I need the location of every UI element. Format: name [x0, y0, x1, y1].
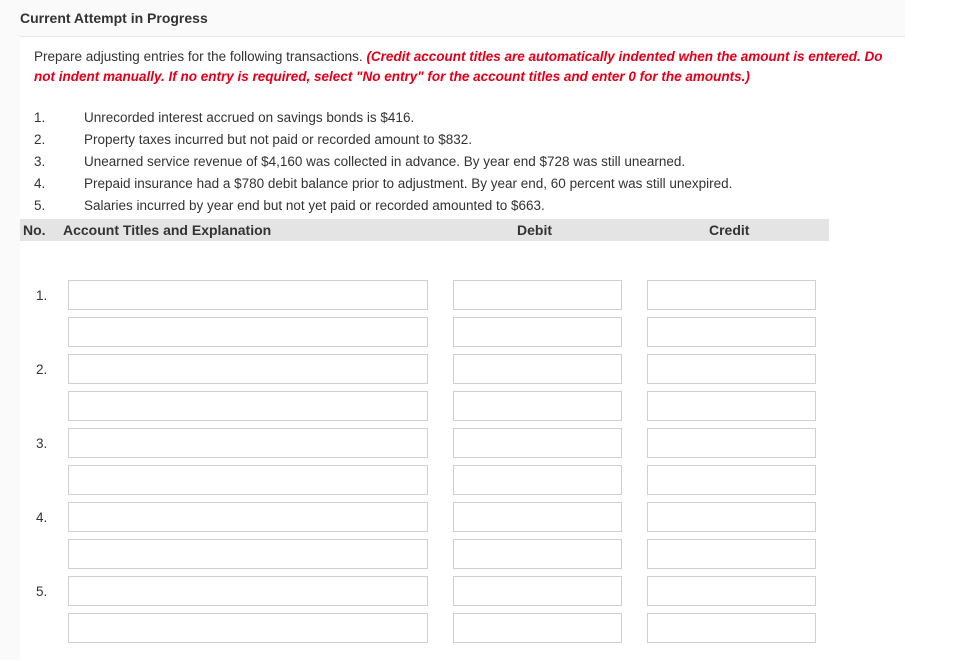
credit-input[interactable]	[647, 391, 816, 421]
table-row	[20, 613, 829, 645]
credit-input[interactable]	[647, 317, 816, 347]
transaction-text: Unrecorded interest accrued on savings bonds is $416.	[84, 110, 415, 125]
instructions-note: (Credit account titles are automatically indented when the amount is entered. Do not indent manually. If no entry is required, select "No entry" for the account titles and enter 0 for the amounts.)	[34, 49, 883, 84]
debit-input[interactable]	[453, 280, 622, 310]
instructions-lead: Prepare adjusting entries for the following transactions.	[34, 49, 367, 64]
credit-input[interactable]	[647, 465, 816, 495]
transaction-text: Salaries incurred by year end but not yet paid or recorded amounted to $663.	[84, 198, 545, 213]
transaction-item	[34, 152, 894, 174]
transaction-item	[34, 130, 894, 152]
account-title-input[interactable]	[68, 280, 428, 310]
debit-input[interactable]	[453, 502, 622, 532]
table-row	[20, 354, 829, 386]
transaction-list	[34, 108, 894, 218]
transaction-number: 1.	[34, 110, 46, 125]
account-title-input[interactable]	[68, 576, 428, 606]
header-credit: Credit	[709, 222, 750, 238]
table-row	[20, 502, 829, 534]
credit-input[interactable]	[647, 280, 816, 310]
header-no: No.	[23, 222, 46, 238]
debit-input[interactable]	[453, 576, 622, 606]
account-title-input[interactable]	[68, 354, 428, 384]
table-header	[20, 219, 829, 241]
table-row	[20, 391, 829, 423]
entry-number: 5.	[36, 584, 48, 599]
attempt-title: Current Attempt in Progress	[20, 10, 208, 26]
entry-number: 2.	[36, 362, 48, 377]
debit-input[interactable]	[453, 539, 622, 569]
table-row	[20, 539, 829, 571]
journal-entry-table	[20, 219, 829, 599]
credit-input[interactable]	[647, 354, 816, 384]
account-title-input[interactable]	[68, 613, 428, 643]
table-row	[20, 280, 829, 312]
credit-input[interactable]	[647, 576, 816, 606]
transaction-item	[34, 196, 894, 218]
table-row	[20, 317, 829, 349]
credit-input[interactable]	[647, 613, 816, 643]
account-title-input[interactable]	[68, 428, 428, 458]
account-title-input[interactable]	[68, 539, 428, 569]
account-title-input[interactable]	[68, 502, 428, 532]
transaction-number: 5.	[34, 198, 46, 213]
entry-number: 3.	[36, 436, 48, 451]
attempt-header	[0, 0, 905, 36]
debit-input[interactable]	[453, 317, 622, 347]
credit-input[interactable]	[647, 428, 816, 458]
transaction-text: Prepaid insurance had a $780 debit balance prior to adjustment. By year end, 60 percent was still unexpired.	[84, 176, 733, 191]
entry-number: 1.	[36, 288, 48, 303]
transaction-number: 4.	[34, 176, 46, 191]
debit-input[interactable]	[453, 613, 622, 643]
table-row	[20, 428, 829, 460]
account-title-input[interactable]	[68, 391, 428, 421]
transaction-number: 3.	[34, 154, 46, 169]
debit-input[interactable]	[453, 465, 622, 495]
debit-input[interactable]	[453, 428, 622, 458]
transaction-item	[34, 108, 894, 130]
debit-input[interactable]	[453, 391, 622, 421]
header-debit: Debit	[517, 222, 552, 238]
instructions	[34, 47, 894, 87]
transaction-text: Property taxes incurred but not paid or recorded amount to $832.	[84, 132, 472, 147]
credit-input[interactable]	[647, 502, 816, 532]
transaction-text: Unearned service revenue of $4,160 was collected in advance. By year end $728 was still unearned.	[84, 154, 686, 169]
account-title-input[interactable]	[68, 317, 428, 347]
table-row	[20, 576, 829, 608]
header-account-titles: Account Titles and Explanation	[63, 222, 272, 238]
transaction-item	[34, 174, 894, 196]
entry-number: 4.	[36, 510, 48, 525]
table-row	[20, 465, 829, 497]
account-title-input[interactable]	[68, 465, 428, 495]
debit-input[interactable]	[453, 354, 622, 384]
credit-input[interactable]	[647, 539, 816, 569]
transaction-number: 2.	[34, 132, 46, 147]
